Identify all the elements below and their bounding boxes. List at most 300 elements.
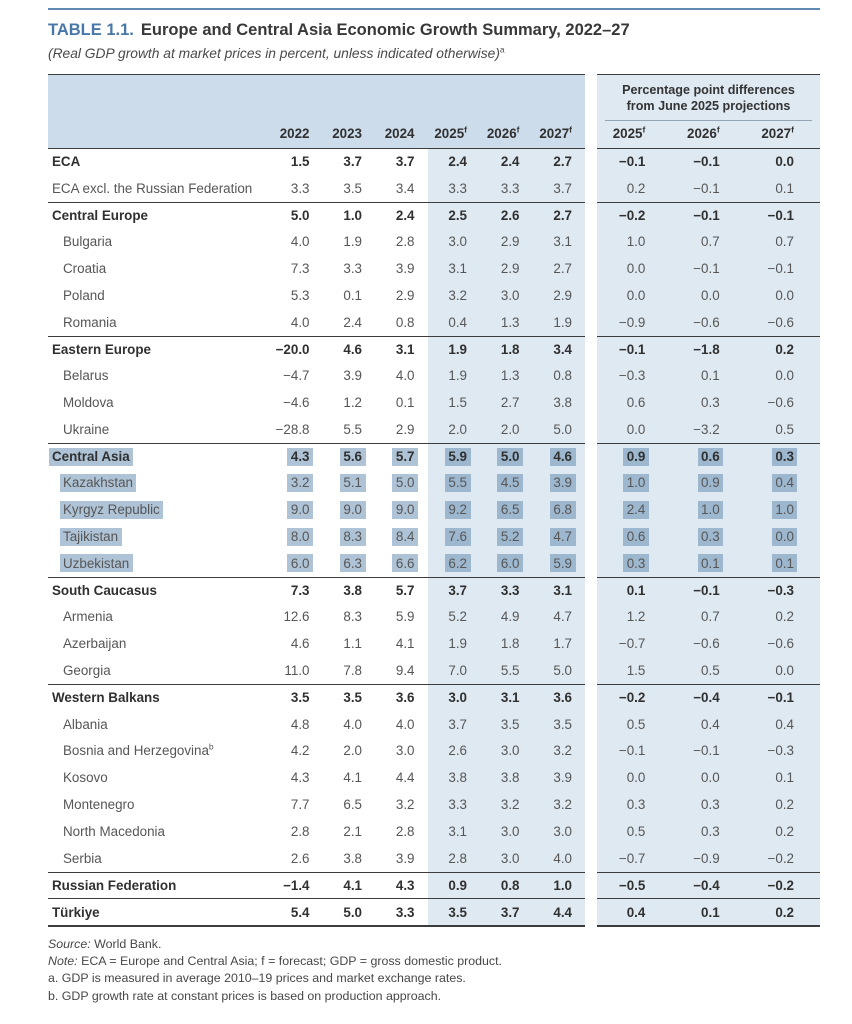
footnote-marker-a: a bbox=[499, 44, 505, 55]
value-cell: 6.3 bbox=[323, 550, 376, 577]
value-cell: 2.9 bbox=[533, 282, 586, 309]
diff-cell: −0.6 bbox=[767, 636, 794, 652]
value-cell: 3.2 bbox=[480, 791, 533, 818]
value-cell: 2.5 bbox=[428, 203, 481, 229]
diff-cell: 0.6 bbox=[597, 523, 671, 550]
value-cell: 2.7 bbox=[480, 389, 533, 416]
row-label: Ukraine bbox=[63, 421, 110, 437]
table-row bbox=[48, 336, 820, 363]
table-row bbox=[48, 389, 820, 416]
value-cell: 9.0 bbox=[323, 496, 376, 523]
diff-cell: 0.3 bbox=[626, 797, 646, 813]
table-row bbox=[48, 845, 820, 872]
table-subtitle: (Real GDP growth at market prices in percent, unless indicated otherwise)$^a$ bbox=[48, 44, 505, 61]
value-cell: 5.5 bbox=[480, 657, 533, 684]
row-label: Bulgaria bbox=[63, 234, 113, 250]
diff-cell: −0.2 bbox=[618, 690, 646, 706]
diff-cell: −0.1 bbox=[618, 154, 646, 170]
value-cell: 3.1 bbox=[428, 255, 481, 282]
value-cell: 4.6 bbox=[290, 636, 310, 652]
diff-cell: −0.5 bbox=[618, 877, 646, 893]
value-cell: 3.0 bbox=[480, 738, 533, 765]
diff-panel-divider bbox=[605, 120, 812, 121]
value-cell: 1.8 bbox=[480, 630, 533, 657]
diff-cell: 0.3 bbox=[597, 550, 671, 577]
row-label: South Caucasus bbox=[52, 583, 157, 599]
value-cell: 3.2 bbox=[428, 282, 481, 309]
value-cell: 1.0 bbox=[343, 207, 362, 223]
value-cell: 1.8 bbox=[480, 337, 533, 363]
value-cell: 2.8 bbox=[395, 823, 415, 839]
value-cell: 3.2 bbox=[533, 791, 586, 818]
diff-cell: 1.0 bbox=[597, 470, 671, 497]
value-cell: 1.5 bbox=[428, 389, 481, 416]
source-line: Source: World Bank. bbox=[48, 936, 162, 951]
value-cell: 3.0 bbox=[428, 228, 481, 255]
value-cell: 5.6 bbox=[323, 444, 376, 470]
value-cell: 3.9 bbox=[533, 470, 586, 497]
value-cell: 4.2 bbox=[290, 743, 310, 759]
diff-cell: 0.4 bbox=[775, 716, 794, 732]
value-cell: 4.1 bbox=[343, 770, 362, 786]
value-cell: 2.6 bbox=[428, 738, 481, 765]
row-label: Western Balkans bbox=[52, 690, 160, 706]
value-cell: 1.0 bbox=[533, 873, 586, 899]
row-label: Croatia bbox=[63, 261, 107, 277]
row-label: Eastern Europe bbox=[52, 341, 151, 357]
value-cell: 3.3 bbox=[480, 578, 533, 604]
value-cell: 3.3 bbox=[428, 175, 481, 202]
diff-cell: 0.3 bbox=[746, 444, 820, 470]
diff-cell: 0.4 bbox=[701, 716, 720, 732]
diff-cell: 0.6 bbox=[626, 395, 646, 411]
diff-cell: 0.1 bbox=[701, 368, 720, 384]
diff-cell: 0.7 bbox=[701, 609, 720, 625]
table-header-right bbox=[597, 74, 820, 148]
value-cell: 4.1 bbox=[395, 636, 415, 652]
value-cell: 6.0 bbox=[270, 550, 323, 577]
value-cell: 2.9 bbox=[395, 421, 415, 437]
value-cell: 5.1 bbox=[323, 470, 376, 497]
table-number-label: TABLE 1.1. bbox=[48, 21, 134, 39]
value-cell: 3.1 bbox=[533, 578, 586, 604]
value-cell: 3.3 bbox=[343, 261, 362, 277]
value-cell: −1.4 bbox=[283, 877, 310, 893]
value-cell: 2.4 bbox=[480, 149, 533, 175]
value-cell: 3.0 bbox=[480, 818, 533, 845]
value-cell: 9.2 bbox=[428, 496, 481, 523]
row-label: Kosovo bbox=[63, 770, 108, 786]
value-cell: 1.9 bbox=[533, 309, 586, 336]
row-label: North Macedonia bbox=[63, 823, 165, 839]
table-row bbox=[48, 309, 820, 336]
value-cell: 6.2 bbox=[428, 550, 481, 577]
row-label: Georgia bbox=[63, 663, 111, 679]
table-row bbox=[48, 550, 820, 577]
value-cell: 4.6 bbox=[533, 444, 586, 470]
footnote-a: a. GDP is measured in average 2010–19 prices and market exchange rates. bbox=[48, 971, 466, 986]
diff-cell: 0.1 bbox=[775, 770, 794, 786]
value-cell: 3.6 bbox=[533, 685, 586, 711]
table-row bbox=[48, 764, 820, 791]
row-label: Azerbaijan bbox=[63, 636, 127, 652]
value-cell: 8.4 bbox=[375, 523, 428, 550]
value-cell: 8.3 bbox=[323, 523, 376, 550]
value-cell: 3.7 bbox=[428, 711, 481, 738]
table-title-text: Europe and Central Asia Economic Growth Summary, 2022–27 bbox=[140, 21, 630, 39]
diff-cell: 0.2 bbox=[775, 904, 794, 920]
value-cell: 8.0 bbox=[270, 523, 323, 550]
value-cell: 6.6 bbox=[375, 550, 428, 577]
table-row bbox=[48, 255, 820, 282]
diff-cell: −0.1 bbox=[767, 207, 794, 223]
value-cell: 7.6 bbox=[428, 523, 481, 550]
diff-column-header: 2025$^f$ bbox=[612, 124, 646, 141]
value-cell: 11.0 bbox=[284, 663, 310, 679]
diff-cell: 0.5 bbox=[775, 421, 794, 437]
value-cell: 5.5 bbox=[428, 470, 481, 497]
table-bottom-rule bbox=[48, 925, 820, 927]
value-cell: 3.3 bbox=[480, 175, 533, 202]
value-cell: 3.9 bbox=[395, 261, 415, 277]
note-line: Note: ECA = Europe and Central Asia; f = forecast; GDP = gross domestic product. bbox=[48, 954, 502, 969]
value-cell: −28.8 bbox=[275, 421, 310, 437]
value-cell: 5.0 bbox=[480, 444, 533, 470]
diff-cell: 0.6 bbox=[671, 444, 745, 470]
value-cell: 0.1 bbox=[395, 395, 415, 411]
value-cell: 3.7 bbox=[395, 154, 415, 170]
diff-cell: 0.0 bbox=[701, 770, 720, 786]
diff-cell: 0.7 bbox=[701, 234, 720, 250]
value-cell: 7.7 bbox=[290, 797, 310, 813]
value-cell: 3.5 bbox=[480, 711, 533, 738]
value-cell: 5.9 bbox=[428, 444, 481, 470]
table-row bbox=[48, 202, 820, 229]
diff-cell: −0.1 bbox=[693, 261, 720, 277]
value-cell: 5.0 bbox=[533, 416, 586, 443]
value-cell: 6.8 bbox=[533, 496, 586, 523]
table-header-left bbox=[48, 74, 585, 148]
row-label: Armenia bbox=[63, 609, 113, 625]
value-cell: 4.7 bbox=[533, 604, 586, 631]
value-cell: 3.1 bbox=[395, 341, 415, 357]
footnotes bbox=[48, 936, 820, 1005]
value-cell: 2.9 bbox=[395, 287, 415, 303]
value-cell: 2.7 bbox=[533, 149, 586, 175]
value-cell: 1.2 bbox=[343, 395, 362, 411]
diff-cell: 0.9 bbox=[671, 470, 745, 497]
diff-cell: 1.0 bbox=[746, 496, 820, 523]
value-cell: 5.0 bbox=[533, 657, 586, 684]
year-column-header: 2024 bbox=[384, 126, 415, 141]
value-cell: 3.9 bbox=[343, 368, 362, 384]
diff-cell: 1.0 bbox=[626, 234, 646, 250]
diff-cell: 0.0 bbox=[626, 287, 646, 303]
table-row bbox=[48, 791, 820, 818]
table-row bbox=[48, 898, 820, 925]
value-cell: 1.9 bbox=[428, 337, 481, 363]
value-cell: 1.3 bbox=[480, 309, 533, 336]
value-cell: 3.5 bbox=[290, 690, 310, 706]
value-cell: 2.6 bbox=[480, 203, 533, 229]
diff-cell: 0.0 bbox=[701, 287, 720, 303]
row-label: ECA bbox=[52, 154, 81, 170]
value-cell: 4.0 bbox=[290, 234, 310, 250]
value-cell: 4.0 bbox=[395, 368, 415, 384]
diff-cell: 0.2 bbox=[626, 180, 646, 196]
value-cell: 2.8 bbox=[428, 845, 481, 872]
diff-cell: −0.4 bbox=[693, 877, 720, 893]
value-cell: 3.0 bbox=[480, 282, 533, 309]
row-label: Bosnia and Herzegovina$^b$ bbox=[63, 741, 214, 759]
table-row bbox=[48, 496, 820, 523]
year-header-cells bbox=[48, 126, 585, 148]
value-cell: 2.8 bbox=[395, 234, 415, 250]
value-cell: 2.4 bbox=[428, 149, 481, 175]
value-cell: 1.9 bbox=[343, 234, 362, 250]
row-label: Moldova bbox=[63, 395, 114, 411]
diff-panel-title: Percentage point differences from June 2025 projections bbox=[622, 83, 795, 114]
diff-cell: 0.4 bbox=[626, 904, 646, 920]
value-cell: 3.4 bbox=[533, 337, 586, 363]
year-column-header: 2022 bbox=[279, 126, 310, 141]
year-column-header: 2023 bbox=[332, 126, 362, 141]
diff-cell: 1.2 bbox=[626, 609, 646, 625]
value-cell: 4.3 bbox=[290, 770, 310, 786]
diff-cell: 0.3 bbox=[701, 797, 720, 813]
value-cell: 3.7 bbox=[343, 154, 362, 170]
value-cell: 5.5 bbox=[343, 421, 362, 437]
value-cell: 3.9 bbox=[395, 850, 415, 866]
diff-cell: 0.1 bbox=[671, 550, 745, 577]
value-cell: 3.9 bbox=[533, 764, 586, 791]
diff-cell: 0.1 bbox=[626, 583, 646, 599]
diff-cell: 0.5 bbox=[701, 663, 720, 679]
value-cell: 2.1 bbox=[343, 823, 362, 839]
value-cell: 3.5 bbox=[428, 899, 481, 925]
footnote-b: b. GDP growth rate at constant prices is based on production approach. bbox=[48, 988, 442, 1003]
diff-cell: −0.1 bbox=[618, 743, 646, 759]
value-cell: 5.3 bbox=[290, 287, 310, 303]
row-label: Albania bbox=[63, 716, 108, 732]
value-cell: 3.5 bbox=[343, 690, 362, 706]
value-cell: 0.9 bbox=[428, 873, 481, 899]
value-cell: 2.0 bbox=[480, 416, 533, 443]
diff-cell: 0.1 bbox=[746, 550, 820, 577]
value-cell: 3.4 bbox=[395, 180, 415, 196]
value-cell: 2.4 bbox=[343, 314, 362, 330]
value-cell: 5.2 bbox=[428, 604, 481, 631]
value-cell: −20.0 bbox=[275, 341, 310, 357]
diff-cell: 0.2 bbox=[775, 797, 794, 813]
diff-cell: −0.7 bbox=[618, 636, 646, 652]
year-column-header: 2026$^f$ bbox=[486, 124, 520, 141]
diff-cell: 1.0 bbox=[671, 496, 745, 523]
diff-year-header-cells bbox=[597, 126, 820, 148]
value-cell: 1.1 bbox=[343, 636, 362, 652]
row-label: ECA excl. the Russian Federation bbox=[52, 180, 253, 196]
value-cell: 3.8 bbox=[428, 764, 481, 791]
diff-cell: 0.0 bbox=[775, 663, 794, 679]
table-row bbox=[48, 604, 820, 631]
value-cell: 2.7 bbox=[533, 255, 586, 282]
table-row bbox=[48, 416, 820, 443]
diff-cell: 0.2 bbox=[775, 609, 794, 625]
diff-cell: 0.0 bbox=[746, 523, 820, 550]
table-row bbox=[48, 630, 820, 657]
value-cell: 2.0 bbox=[343, 743, 362, 759]
diff-cell: −0.3 bbox=[618, 368, 646, 384]
diff-cell: −0.1 bbox=[767, 261, 794, 277]
diff-cell: −0.7 bbox=[618, 850, 646, 866]
value-cell: 4.4 bbox=[395, 770, 415, 786]
value-cell: 0.4 bbox=[428, 309, 481, 336]
table-row bbox=[48, 738, 820, 765]
table-row bbox=[48, 523, 820, 550]
row-label: Central Asia bbox=[48, 444, 270, 470]
value-cell: 1.9 bbox=[428, 362, 481, 389]
economic-growth-table bbox=[48, 74, 820, 927]
value-cell: 4.1 bbox=[343, 877, 362, 893]
value-cell: 1.9 bbox=[428, 630, 481, 657]
diff-cell: 0.2 bbox=[775, 823, 794, 839]
value-cell: 2.0 bbox=[428, 416, 481, 443]
value-cell: 2.8 bbox=[290, 823, 310, 839]
diff-cell: 0.0 bbox=[626, 421, 646, 437]
value-cell: 3.8 bbox=[480, 764, 533, 791]
row-label: Poland bbox=[63, 287, 105, 303]
diff-cell: −0.3 bbox=[767, 583, 794, 599]
value-cell: 5.0 bbox=[375, 470, 428, 497]
diff-cell: −0.4 bbox=[693, 690, 720, 706]
diff-column-header: 2026$^f$ bbox=[687, 124, 720, 141]
value-cell: 3.5 bbox=[533, 711, 586, 738]
table-row bbox=[48, 228, 820, 255]
value-cell: 0.1 bbox=[343, 287, 362, 303]
value-cell: 0.8 bbox=[480, 873, 533, 899]
value-cell: 3.0 bbox=[533, 818, 586, 845]
diff-cell: −0.3 bbox=[767, 743, 794, 759]
diff-cell: 0.0 bbox=[775, 154, 794, 170]
value-cell: 4.0 bbox=[290, 314, 310, 330]
value-cell: 0.8 bbox=[533, 362, 586, 389]
table-row bbox=[48, 818, 820, 845]
diff-cell: −0.1 bbox=[693, 583, 720, 599]
row-label: Türkiye bbox=[52, 904, 100, 920]
diff-cell: −0.1 bbox=[693, 154, 720, 170]
value-cell: 4.0 bbox=[395, 716, 415, 732]
value-cell: 7.3 bbox=[290, 261, 310, 277]
value-cell: −4.6 bbox=[283, 395, 310, 411]
table-row bbox=[48, 362, 820, 389]
table-row bbox=[48, 175, 820, 202]
value-cell: 3.1 bbox=[533, 228, 586, 255]
table-body bbox=[48, 148, 820, 925]
diff-cell: −0.2 bbox=[618, 207, 646, 223]
table-row bbox=[48, 577, 820, 604]
value-cell: 2.4 bbox=[395, 207, 415, 223]
value-cell: 3.3 bbox=[428, 791, 481, 818]
value-cell: 1.7 bbox=[533, 630, 586, 657]
value-cell: 3.2 bbox=[270, 470, 323, 497]
value-cell: 2.7 bbox=[533, 203, 586, 229]
diff-cell: −0.6 bbox=[767, 314, 794, 330]
diff-cell: 0.3 bbox=[701, 823, 720, 839]
table-row bbox=[48, 711, 820, 738]
value-cell: 2.9 bbox=[480, 228, 533, 255]
diff-cell: 0.3 bbox=[671, 523, 745, 550]
value-cell: 4.0 bbox=[343, 716, 362, 732]
diff-cell: 0.0 bbox=[626, 770, 646, 786]
value-cell: 3.7 bbox=[428, 578, 481, 604]
value-cell: 9.0 bbox=[270, 496, 323, 523]
value-cell: 3.7 bbox=[480, 899, 533, 925]
diff-cell: −0.2 bbox=[767, 850, 794, 866]
value-cell: 3.3 bbox=[290, 180, 310, 196]
value-cell: 3.7 bbox=[533, 175, 586, 202]
diff-cell: −0.6 bbox=[767, 395, 794, 411]
row-label: Kyrgyz Republic bbox=[48, 496, 270, 523]
row-label: Central Europe bbox=[52, 207, 148, 223]
table-row bbox=[48, 657, 820, 684]
value-cell: 3.0 bbox=[395, 743, 415, 759]
value-cell: 7.3 bbox=[290, 583, 310, 599]
diff-cell: 0.5 bbox=[626, 716, 646, 732]
value-cell: −4.7 bbox=[283, 368, 310, 384]
value-cell: 5.7 bbox=[375, 444, 428, 470]
diff-cell: 1.5 bbox=[626, 663, 646, 679]
value-cell: 6.5 bbox=[480, 496, 533, 523]
diff-cell: −0.1 bbox=[693, 180, 720, 196]
value-cell: 8.3 bbox=[343, 609, 362, 625]
table-row bbox=[48, 282, 820, 309]
value-cell: 3.1 bbox=[428, 818, 481, 845]
diff-cell: −0.1 bbox=[618, 341, 646, 357]
value-cell: 1.3 bbox=[480, 362, 533, 389]
diff-column-header: 2027$^f$ bbox=[761, 124, 794, 141]
year-column-header: 2027$^f$ bbox=[539, 124, 572, 141]
value-cell: 3.2 bbox=[533, 738, 586, 765]
value-cell: 3.3 bbox=[395, 904, 415, 920]
value-cell: 3.5 bbox=[343, 180, 362, 196]
value-cell: 1.5 bbox=[290, 154, 310, 170]
diff-cell: 0.0 bbox=[775, 287, 794, 303]
table-row bbox=[48, 470, 820, 497]
diff-cell: 0.0 bbox=[775, 368, 794, 384]
row-label: Montenegro bbox=[63, 797, 135, 813]
row-label: Romania bbox=[63, 314, 117, 330]
table-row bbox=[48, 443, 820, 470]
value-cell: 5.2 bbox=[480, 523, 533, 550]
diff-cell: −0.6 bbox=[693, 636, 720, 652]
diff-cell: 0.3 bbox=[701, 395, 720, 411]
value-cell: 3.0 bbox=[428, 685, 481, 711]
row-label: Tajikistan bbox=[48, 523, 270, 550]
year-column-header: 2025$^f$ bbox=[434, 124, 467, 141]
value-cell: 7.0 bbox=[428, 657, 481, 684]
value-cell: 0.8 bbox=[395, 314, 415, 330]
value-cell: 4.0 bbox=[533, 845, 586, 872]
row-label: Russian Federation bbox=[52, 877, 177, 893]
value-cell: 4.9 bbox=[480, 604, 533, 631]
value-cell: 3.8 bbox=[533, 389, 586, 416]
diff-cell: 0.0 bbox=[626, 261, 646, 277]
value-cell: 5.0 bbox=[290, 207, 310, 223]
header-label-spacer bbox=[48, 126, 270, 141]
diff-cell: 2.4 bbox=[597, 496, 671, 523]
diff-cell: 0.2 bbox=[775, 341, 794, 357]
diff-cell: −0.2 bbox=[767, 877, 794, 893]
